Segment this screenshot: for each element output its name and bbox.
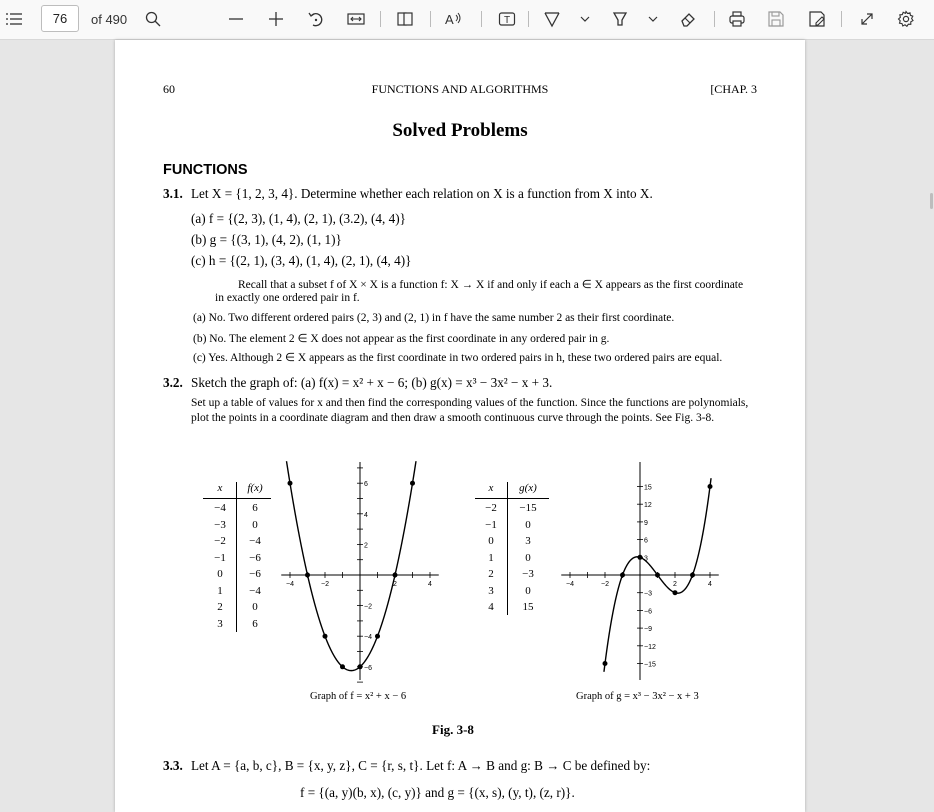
y-tick-label: −9 bbox=[644, 626, 652, 634]
data-point bbox=[305, 573, 310, 578]
page-count: of 490 bbox=[91, 12, 128, 27]
data-point bbox=[323, 634, 328, 639]
scrollbar[interactable] bbox=[928, 40, 934, 812]
table-cell-x: 1 bbox=[488, 551, 494, 564]
page-title: Solved Problems bbox=[392, 120, 528, 141]
save-as-icon[interactable] bbox=[806, 8, 828, 30]
data-point bbox=[358, 664, 363, 669]
y-tick-label: −12 bbox=[644, 643, 656, 651]
table-cell-y: 0 bbox=[525, 518, 531, 531]
y-tick-label: 9 bbox=[644, 519, 648, 527]
y-tick-label: 3 bbox=[644, 555, 648, 563]
table-header: f(x) bbox=[247, 482, 263, 494]
x-tick-label: −2 bbox=[601, 581, 609, 588]
table-cell-x: 2 bbox=[217, 601, 223, 613]
graph-f bbox=[280, 458, 440, 684]
problem-item: (b) g = {(3, 1), (4, 2), (1, 1)} bbox=[191, 232, 342, 247]
toolbar-divider bbox=[481, 11, 482, 27]
table-cell-x: 4 bbox=[488, 601, 494, 613]
x-tick-label: 4 bbox=[708, 581, 712, 588]
save-icon[interactable] bbox=[765, 8, 787, 30]
x-tick-label: −4 bbox=[286, 581, 294, 588]
x-tick-label: −4 bbox=[566, 581, 574, 588]
problem-text: Sketch the graph of: (a) f(x) = x² + x − 6; (b) g(x) = x³ − 3x² − x + 3. bbox=[191, 375, 553, 390]
table-cell-y: 15 bbox=[522, 601, 534, 613]
zoom-in-icon[interactable] bbox=[266, 8, 286, 30]
toolbar-divider bbox=[714, 11, 715, 27]
zoom-out-icon[interactable] bbox=[226, 8, 246, 30]
table-cell-x: −3 bbox=[214, 518, 226, 531]
problem-number: 3.1. bbox=[163, 186, 183, 201]
table-cell-y: 0 bbox=[252, 601, 258, 613]
table-cell-y: −4 bbox=[249, 584, 261, 597]
table-cell-y: −4 bbox=[249, 535, 261, 547]
y-tick-label: 15 bbox=[644, 484, 652, 492]
problem-number: 3.3. bbox=[163, 758, 183, 773]
table-cell-x: −2 bbox=[214, 535, 226, 547]
page-number-input[interactable]: 76 bbox=[41, 5, 79, 32]
table-cell-x: −1 bbox=[214, 551, 226, 564]
problem-item: (c) h = {(2, 1), (3, 4), (1, 4), (2, 1), (4, 4)} bbox=[191, 253, 412, 268]
data-point bbox=[620, 573, 625, 578]
data-point bbox=[340, 664, 345, 669]
problem-number: 3.2. bbox=[163, 375, 183, 390]
text-box-icon[interactable] bbox=[496, 8, 518, 30]
y-tick-label: −2 bbox=[364, 603, 372, 611]
table-cell-y: 6 bbox=[252, 617, 258, 630]
y-tick-label: −3 bbox=[644, 590, 652, 598]
print-icon[interactable] bbox=[726, 8, 748, 30]
problem-text: Let X = {1, 2, 3, 4}. Determine whether each relation on X is a function from X into X. bbox=[191, 186, 653, 201]
table-cell-x: 2 bbox=[488, 568, 494, 580]
section-heading: FUNCTIONS bbox=[163, 162, 248, 178]
table-cell-x: 3 bbox=[217, 617, 223, 630]
table-cell-x: −1 bbox=[485, 518, 497, 531]
problem-item: (a) f = {(2, 3), (1, 4), (2, 1), (3.2), (4, 4)} bbox=[191, 211, 406, 226]
y-tick-label: −6 bbox=[364, 664, 372, 672]
chevron-down-icon[interactable] bbox=[647, 8, 659, 30]
toolbar-divider bbox=[841, 11, 842, 27]
y-tick-label: 2 bbox=[364, 542, 368, 550]
solution-answer: (c) Yes. Although 2 ∈ X appears as the first coordinate in two ordered pairs in h, these two ordered pairs are equal. bbox=[193, 352, 723, 364]
table-cell-x: −2 bbox=[485, 502, 497, 514]
y-tick-label: −4 bbox=[364, 634, 372, 642]
toolbar-divider bbox=[528, 11, 529, 27]
problem-text: Let A = {a, b, c}, B = {x, y, z}, C = {r, s, t}. Let f: A → B and g: B → C be defined by: bbox=[191, 758, 651, 773]
pdf-page bbox=[115, 40, 805, 812]
table-cell-x: 0 bbox=[488, 535, 494, 547]
page-number: 60 bbox=[163, 82, 175, 96]
y-tick-label: 4 bbox=[364, 511, 368, 519]
table-cell-y: 0 bbox=[252, 518, 258, 531]
y-tick-label: −15 bbox=[644, 661, 656, 669]
data-point bbox=[708, 484, 713, 489]
data-point bbox=[288, 481, 293, 486]
x-tick-label: 4 bbox=[428, 581, 432, 588]
rotate-icon[interactable] bbox=[305, 8, 327, 30]
table-cell-y: −6 bbox=[249, 551, 261, 564]
settings-icon[interactable] bbox=[895, 8, 917, 30]
graph-caption-f: Graph of f = x² + x − 6 bbox=[310, 691, 407, 702]
table-cell-y: 6 bbox=[252, 502, 258, 514]
graph-g bbox=[560, 458, 720, 684]
contents-icon[interactable] bbox=[4, 8, 24, 30]
x-tick-label: −2 bbox=[321, 581, 329, 588]
chevron-down-icon[interactable] bbox=[579, 8, 591, 30]
search-icon[interactable] bbox=[142, 8, 164, 30]
svg-text:A: A bbox=[445, 12, 454, 27]
y-tick-label: 12 bbox=[644, 502, 652, 510]
table-header: x bbox=[488, 482, 494, 494]
solution-answer: (a) No. Two different ordered pairs (2, 3) and (2, 1) in f have the same number 2 as their first coordinate. bbox=[193, 312, 675, 324]
solution-answer: (b) No. The element 2 ∈ X does not appear as the first coordinate in any ordered pair in g. bbox=[193, 333, 610, 345]
data-point bbox=[638, 555, 643, 560]
svg-text:T: T bbox=[503, 15, 511, 26]
data-point bbox=[375, 634, 380, 639]
expand-icon[interactable] bbox=[856, 8, 878, 30]
data-point bbox=[690, 573, 695, 578]
solution-text: Recall that a subset f of X × X is a function f: X → X if and only if each a ∈ X appears as the first coordinate bbox=[238, 279, 744, 291]
table-cell-y: −15 bbox=[519, 502, 537, 514]
table-cell-x: 3 bbox=[488, 584, 494, 597]
table-cell-y: −3 bbox=[522, 568, 534, 580]
scrollbar-thumb[interactable] bbox=[930, 193, 933, 209]
solution-text: Set up a table of values for x and then find the corresponding values of the function. Since the functions are polynomials, bbox=[191, 397, 749, 409]
data-point bbox=[393, 573, 398, 578]
problem-definition: f = {(a, y)(b, x), (c, y)} and g = {(x, s), (y, t), (z, r)}. bbox=[300, 785, 575, 800]
pdf-toolbar bbox=[0, 0, 934, 40]
running-title: FUNCTIONS AND ALGORITHMS bbox=[371, 82, 549, 96]
toolbar-divider bbox=[430, 11, 431, 27]
x-tick-label: 2 bbox=[673, 581, 677, 588]
y-tick-label: 6 bbox=[644, 537, 648, 545]
figure-label: Fig. 3-8 bbox=[432, 722, 474, 737]
highlight-icon[interactable] bbox=[609, 8, 631, 30]
read-aloud-icon[interactable] bbox=[442, 8, 466, 30]
table-divider bbox=[203, 498, 271, 499]
table-cell-y: 0 bbox=[525, 551, 531, 564]
table-g bbox=[475, 482, 549, 615]
table-f bbox=[203, 482, 271, 632]
data-point bbox=[655, 573, 660, 578]
graph-caption-g: Graph of g = x³ − 3x² − x + 3 bbox=[576, 691, 699, 702]
table-divider bbox=[475, 498, 549, 499]
y-tick-label: −6 bbox=[644, 608, 652, 616]
table-cell-x: 1 bbox=[217, 584, 223, 597]
table-cell-x: 0 bbox=[217, 568, 223, 580]
data-point bbox=[673, 590, 678, 595]
page-view-icon[interactable] bbox=[394, 8, 416, 30]
erase-icon[interactable] bbox=[677, 8, 699, 30]
solution-text: plot the points in a coordinate diagram and then draw a smooth continuous curve through the points. See Fig. 3-8. bbox=[191, 412, 715, 424]
data-point bbox=[410, 481, 415, 486]
function-curve bbox=[287, 461, 417, 670]
fit-width-icon[interactable] bbox=[345, 8, 367, 30]
table-cell-y: −6 bbox=[249, 568, 261, 580]
table-cell-y: 3 bbox=[525, 535, 531, 547]
table-header: x bbox=[217, 482, 223, 494]
table-header: g(x) bbox=[519, 482, 537, 494]
table-cell-y: 0 bbox=[525, 584, 531, 597]
draw-icon[interactable] bbox=[541, 8, 563, 30]
data-point bbox=[603, 661, 608, 666]
toolbar-divider bbox=[380, 11, 381, 27]
table-cell-x: −4 bbox=[214, 502, 226, 514]
solution-text: in exactly one ordered pair in f. bbox=[215, 292, 360, 304]
chapter-label: [CHAP. 3 bbox=[710, 82, 757, 96]
x-tick-label: 2 bbox=[393, 581, 397, 588]
y-tick-label: 6 bbox=[364, 481, 368, 489]
